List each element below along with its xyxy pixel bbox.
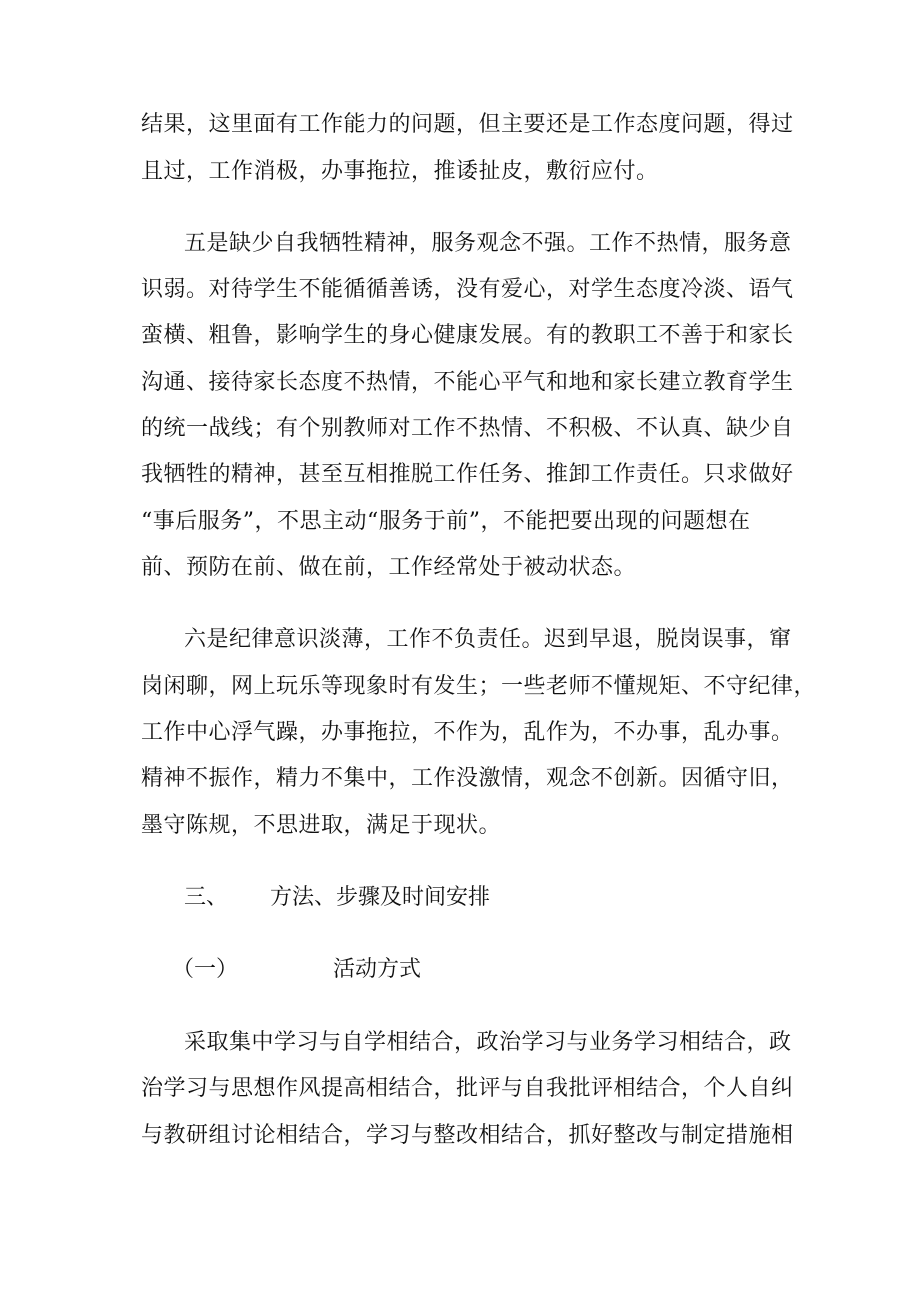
paragraph-line: 与教研组讨论相结合，学习与整改相结合，抓好整改与制定措施相	[141, 1123, 794, 1148]
paragraph-line: 结果，这里面有工作能力的问题，但主要还是工作态度问题，得过	[141, 112, 794, 137]
paragraph-line: 采取集中学习与自学相结合，政治学习与业务学习相结合，政	[184, 1030, 792, 1055]
paragraph-line: 墨守陈规，不思进取，满足于现状。	[141, 813, 502, 838]
paragraph-line: 工作中心浮气躁，办事拖拉，不作为，乱作为，不办事，乱办事。	[141, 720, 794, 745]
paragraph-line: 的统一战线；有个别教师对工作不热情、不积极、不认真、缺少自	[141, 416, 794, 441]
paragraph-line: 岗闲聊，网上玩乐等现象时有发生；一些老师不懂规矩、不守纪律，	[141, 674, 817, 699]
section-title: 方法、步骤及时间安排	[270, 885, 491, 910]
paragraph-line: “事后服务”，不思主动“服务于前”，不能把要出现的问题想在	[141, 509, 751, 534]
paragraph-line: 六是纪律意识淡薄，工作不负责任。迟到早退，脱岗误事，窜	[184, 627, 792, 652]
paragraph-line: 治学习与思想作风提高相结合，批评与自我批评相结合，个人自纠	[141, 1076, 794, 1101]
subsection-number: （一）	[172, 957, 239, 982]
paragraph-line: 精神不振作，精力不集中，工作没激情，观念不创新。因循守旧，	[141, 766, 794, 791]
paragraph-line: 识弱。对待学生不能循循善诱，没有爱心，对学生态度冷淡、语气	[141, 277, 794, 302]
section-number: 三、	[184, 885, 229, 910]
paragraph-line: 五是缺少自我牺牲精神，服务观念不强。工作不热情，服务意	[184, 231, 792, 256]
subsection-title: 活动方式	[333, 957, 422, 982]
paragraph-line: 且过，工作消极，办事拖拉，推诿扯皮，敷衍应付。	[141, 159, 659, 184]
paragraph-line: 我牺牲的精神，甚至互相推脱工作任务、推卸工作责任。只求做好	[141, 462, 794, 487]
paragraph-line: 蛮横、粗鲁，影响学生的身心健康发展。有的教职工不善于和家长	[141, 323, 794, 348]
paragraph-line: 前、预防在前、做在前，工作经常处于被动状态。	[141, 555, 637, 580]
paragraph-line: 沟通、接待家长态度不热情，不能心平气和地和家长建立教育学生	[141, 370, 794, 395]
